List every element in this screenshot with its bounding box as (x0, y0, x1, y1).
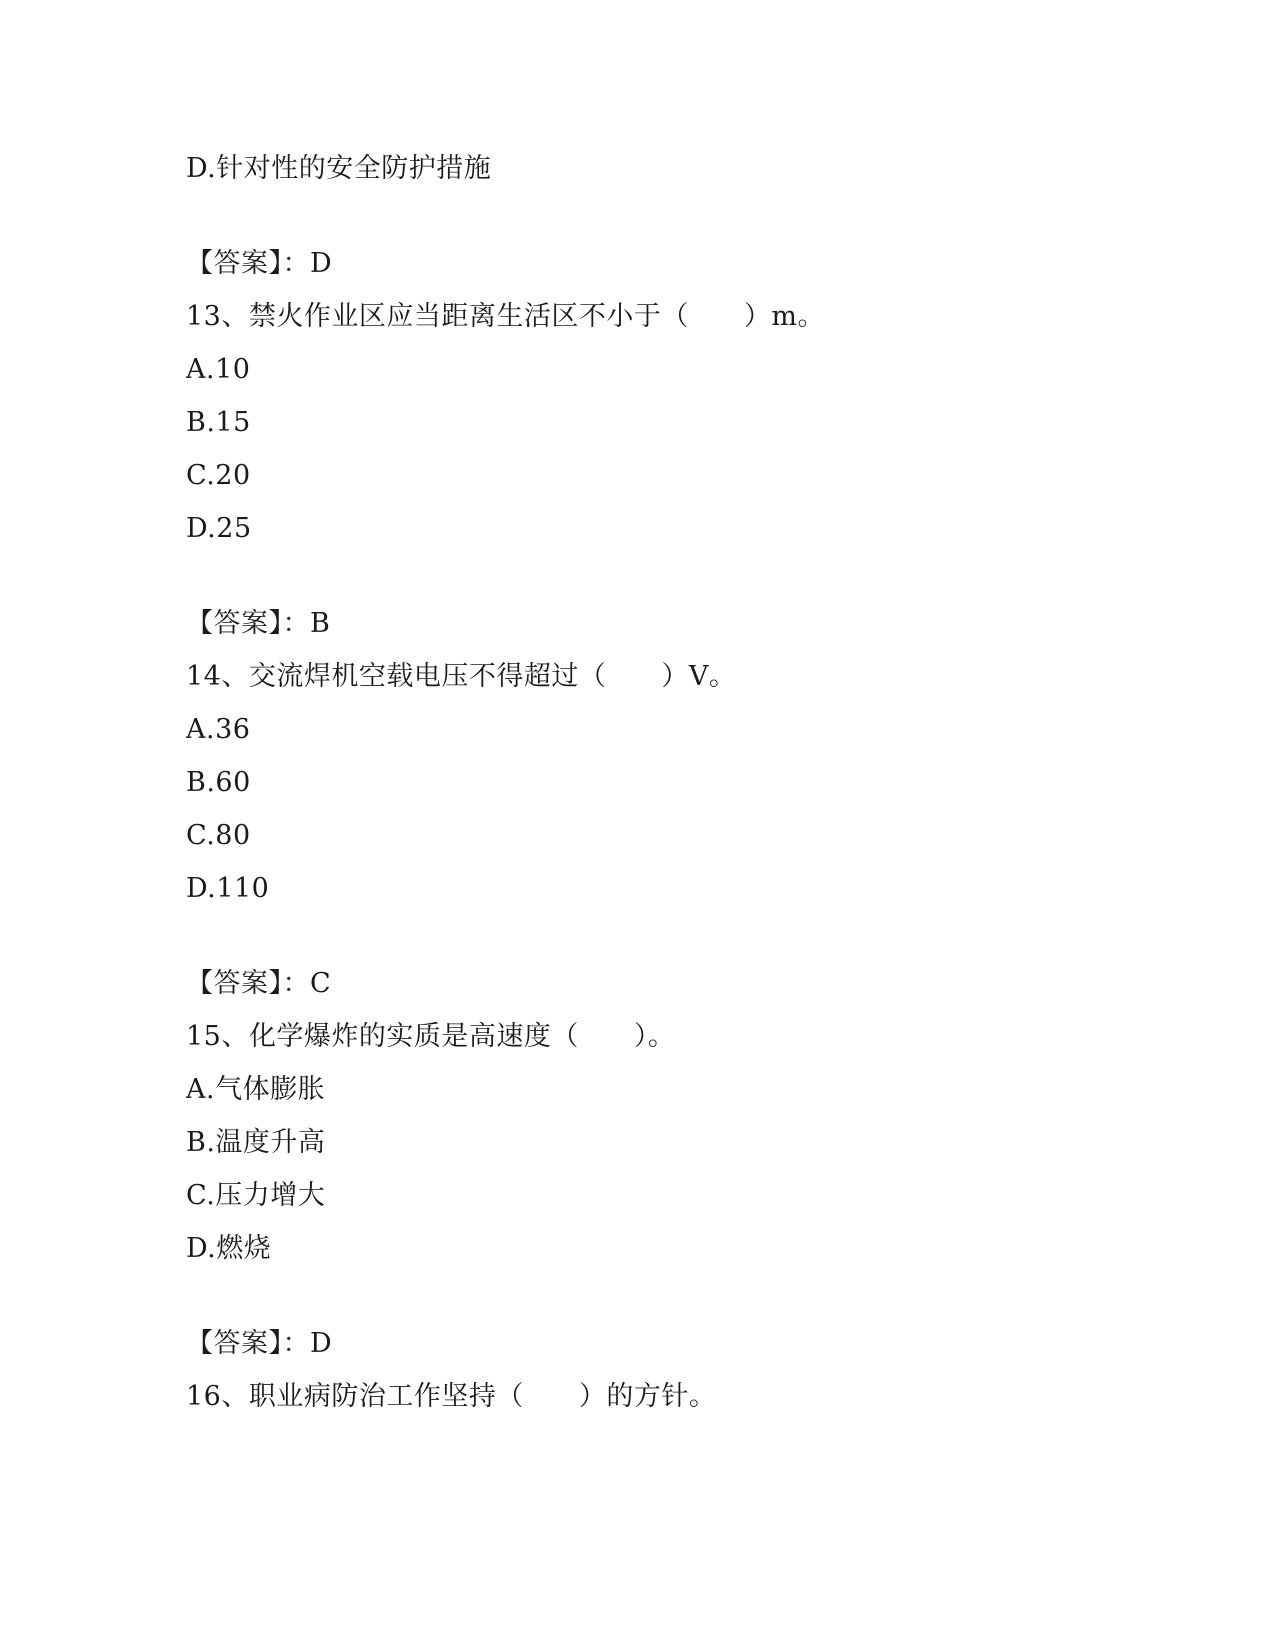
q14-answer: 【答案】：C (186, 968, 332, 999)
q15-option-d: D.燃烧 (186, 1233, 272, 1264)
q13-option-b: B.15 (186, 407, 251, 438)
q15-option-a: A.气体膨胀 (186, 1074, 326, 1105)
q14-option-c: C.80 (186, 820, 251, 851)
q16-question: 16、职业病防治工作坚持（ ）的方针。 (186, 1381, 717, 1412)
q15-option-b: B.温度升高 (186, 1127, 326, 1158)
q13-option-d: D.25 (186, 513, 252, 544)
q12-option-d: D.针对性的安全防护措施 (186, 153, 492, 184)
q15-question: 15、化学爆炸的实质是高速度（ ）。 (186, 1021, 676, 1052)
q13-option-a: A.10 (186, 354, 251, 385)
q13-option-c: C.20 (186, 460, 251, 491)
q12-answer: 【答案】：D (186, 248, 333, 279)
q14-question: 14、交流焊机空载电压不得超过（ ）V。 (186, 661, 737, 692)
q15-option-c: C.压力增大 (186, 1180, 326, 1211)
q13-answer: 【答案】：B (186, 608, 331, 639)
q14-option-d: D.110 (186, 873, 270, 904)
q15-answer: 【答案】：D (186, 1328, 333, 1359)
q14-option-b: B.60 (186, 767, 251, 798)
q13-question: 13、禁火作业区应当距离生活区不小于（ ）m。 (186, 301, 825, 332)
q14-option-a: A.36 (186, 714, 251, 745)
